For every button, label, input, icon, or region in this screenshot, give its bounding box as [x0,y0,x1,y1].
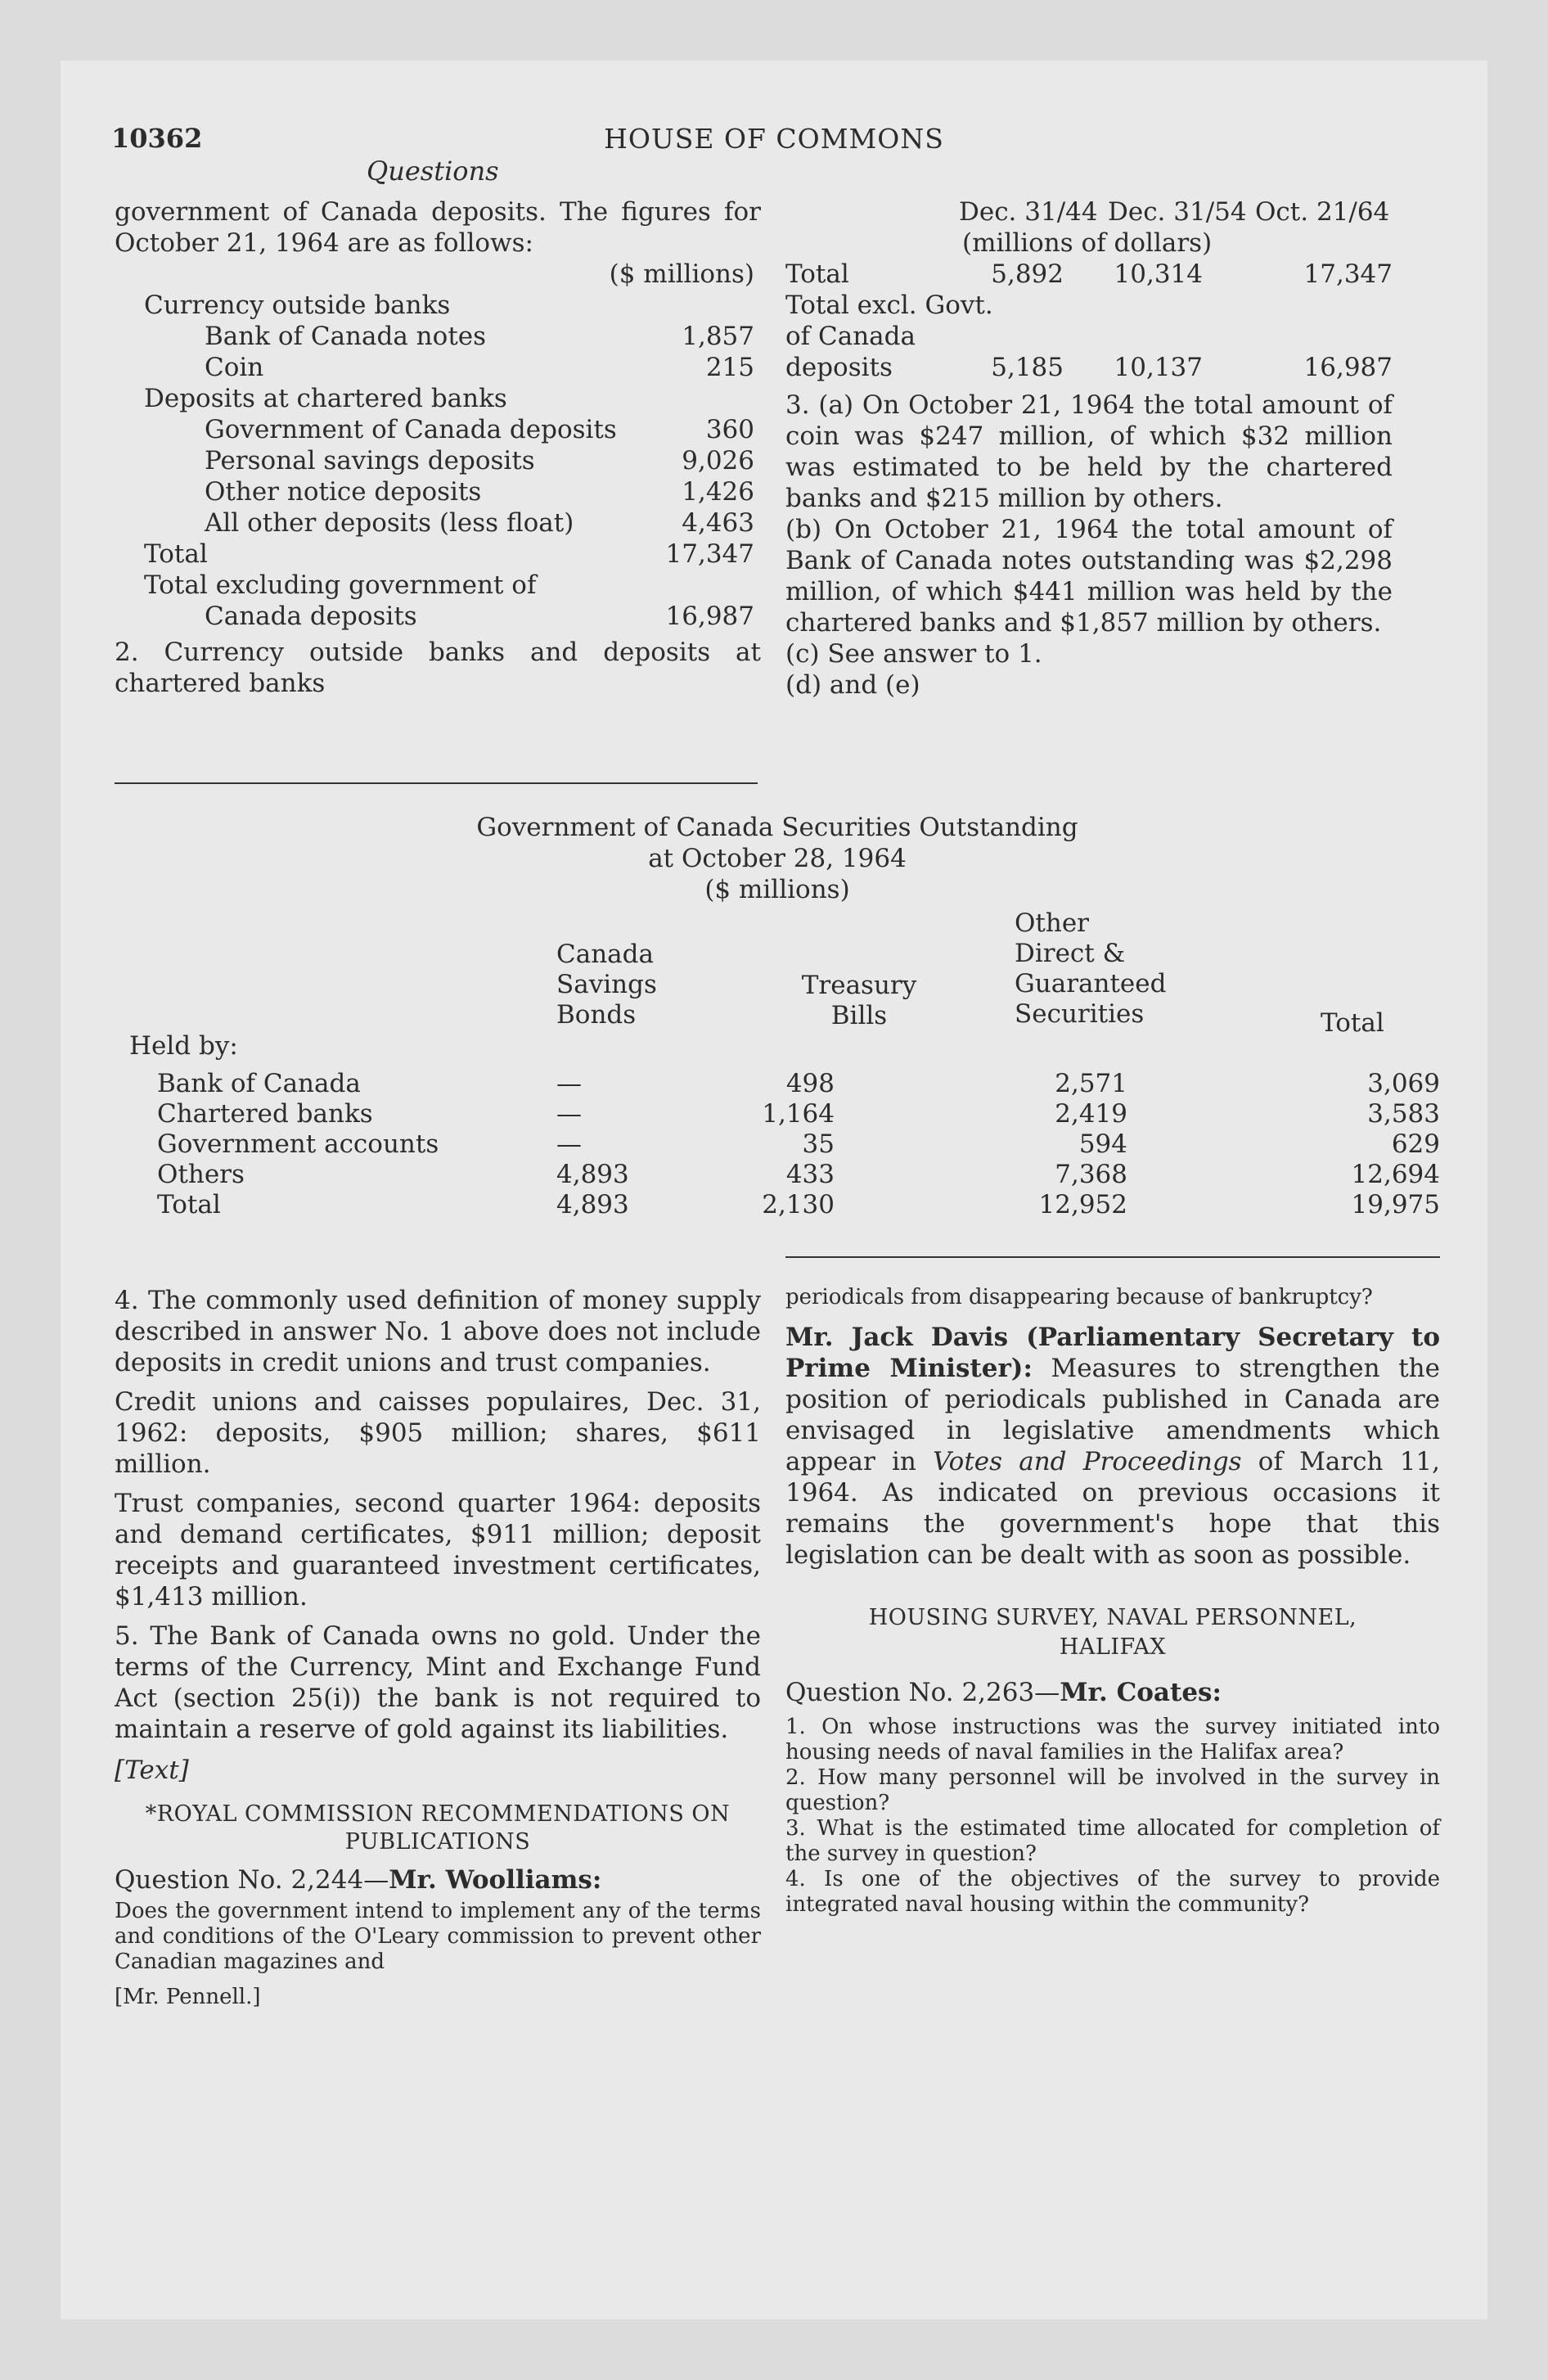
money-row-label: Canada deposits [205,602,417,631]
money-row-value: 4,463 [682,508,754,538]
question-2244: Question No. 2,244—Mr. Woolliams: [115,1865,602,1895]
answer-5: 5. The Bank of Canada owns no gold. Under the terms of the Currency, Mint and Exchange Fund Act (section 25(i)) the bank is not required to maintain a reserve of gold against its liabilities. [115,1621,761,1744]
securities-cell: 2,130 [762,1190,835,1219]
footer-speaker: [Mr. Pennell.] [115,1985,261,2009]
securities-row-label: Total [157,1190,221,1219]
securities-cell: — [556,1099,582,1129]
securities-cell: 629 [1391,1129,1440,1159]
securities-cell: 12,694 [1351,1160,1440,1189]
money-row-value: 17,347 [665,539,754,569]
housing-survey-heading: HOUSING SURVEY, NAVAL PERSONNEL, HALIFAX [868,1605,1357,1660]
money-row-value: 360 [705,415,754,444]
money-row-label: Personal savings deposits [205,446,535,476]
securities-title-line-3: ($ millions) [704,875,850,904]
col-head-1954: Dec. 31/54 [1108,197,1247,227]
item-2-paragraph: 2. Currency outside banks and deposits at chartered banks [115,638,761,698]
securities-title-line-2: at October 28, 1964 [648,844,907,873]
securities-row-label: Others [157,1160,245,1189]
money-row-label: Total [144,539,208,569]
unit-label-right: (millions of dollars) [962,228,1213,258]
securities-row-label: Government accounts [157,1129,439,1159]
total-1954: 10,314 [1114,259,1203,289]
question-2263-item-2: 2. How many personnel will be involved in the survey in question? [785,1765,1440,1815]
section-label: Questions [367,156,499,187]
money-row [115,414,761,445]
securities-title-line-1: Government of Canada Securities Outstanding [476,813,1078,842]
money-row-label: Other notice deposits [205,477,482,507]
speaker-davis: Mr. Jack Davis (Parliamentary Secretary to Prime Minister): [785,1323,1440,1383]
right-top-column [785,196,1440,701]
securities-table [115,908,1440,1236]
excl-label-3: deposits [785,353,893,382]
davis-answer: Mr. Jack Davis (Parliamentary Secretary to Prime Minister): Measures to strengthen the position of periodicals published in Canada are envisaged in legislative amendments which appear in Votes and Proceedings of March 11, 1964. As indicated on previous occasions it remains the government's hope that this legislation can be dealt with as soon as possible. [785,1323,1441,1570]
answer-4: 4. The commonly used definition of money supply described in answer No. 1 above does not include deposits in credit unions and trust companies. [115,1286,761,1377]
securities-cell: 433 [785,1160,835,1189]
excl-1954: 10,137 [1114,353,1203,382]
question-2244-text: Does the government intend to implement any of the terms and conditions of the O'Leary commission to prevent other Canadian magazines and [115,1899,761,1974]
held-by-label: Held by: [129,1031,238,1061]
securities-cell: 594 [1078,1129,1127,1159]
money-row [115,476,761,507]
money-row-value: 9,026 [682,446,754,476]
securities-cell: 7,368 [1055,1160,1127,1189]
securities-cell: — [556,1069,582,1098]
securities-cell: — [556,1129,582,1159]
question-2263-item-4: 4. Is one of the objectives of the survey to provide integrated naval housing within the community? [785,1867,1440,1917]
securities-cell: 1,164 [762,1099,835,1129]
securities-cell: 35 [802,1129,835,1159]
page-number: 10362 [111,123,203,154]
credit-unions-paragraph: Credit unions and caisses populaires, Dec. 31, 1962: deposits, $905 million; shares, $611 million. [115,1387,761,1479]
money-row [115,539,761,570]
securities-cell: 2,419 [1055,1099,1127,1129]
member-woolliams: Mr. Woolliams: [389,1865,602,1895]
money-row [115,601,761,632]
money-supply-table [115,290,761,632]
securities-cell: 3,583 [1367,1099,1440,1129]
money-row [115,290,761,321]
securities-row [115,1069,1440,1099]
question-2244-continued: periodicals from disappearing because of bankruptcy? [785,1285,1373,1309]
money-row-label: All other deposits (less float) [205,508,574,538]
money-row-value: 215 [705,353,754,382]
total-row [785,259,1440,290]
securities-row-label: Chartered banks [157,1099,373,1129]
securities-cell: 2,571 [1055,1069,1127,1098]
securities-cell: 12,952 [1038,1190,1127,1219]
right-rule [785,1256,1440,1258]
money-row [115,321,761,352]
intro-paragraph: government of Canada deposits. The figures for October 21, 1964 are as follows: [115,197,761,258]
excl-label-2: of Canada [785,322,916,351]
total-label: Total [785,259,849,289]
total-1964: 17,347 [1303,259,1393,289]
securities-row [115,1129,1440,1160]
header-treasury-bills: Treasury Bills [801,971,917,1030]
trust-companies-paragraph: Trust companies, second quarter 1964: deposits and demand certificates, $911 million; deposit receipts and guaranteed investment certificates, $1,413 million. [115,1489,761,1611]
money-row-label: Currency outside banks [144,291,451,320]
votes-and-proceedings: Votes and Proceedings [933,1447,1242,1476]
securities-row-label: Bank of Canada [157,1069,361,1098]
header-total: Total [1321,1008,1384,1038]
left-bottom-column [115,1285,761,2010]
money-row-value: 16,987 [665,602,754,631]
money-row-label: Government of Canada deposits [205,415,617,444]
right-bottom-column [785,1285,1440,1918]
securities-rows [115,1069,1440,1220]
answer-3d: (d) and (e) [785,670,920,700]
left-top-column [115,196,761,699]
money-row [115,570,761,601]
member-coates: Mr. Coates: [1060,1678,1222,1707]
header-other-securities: Other Direct & Guaranteed Securities [1015,908,1167,1029]
text-tag: [Text] [115,1756,189,1785]
question-2263-item-3: 3. What is the estimated time allocated for completion of the survey in question? [785,1816,1440,1866]
money-row [115,383,761,414]
money-row [115,352,761,383]
money-row [115,445,761,476]
money-row-value: 1,426 [682,477,754,507]
col-head-1944: Dec. 31/44 [959,197,1098,227]
total-1944: 5,892 [991,259,1064,289]
securities-cell: 498 [785,1069,835,1098]
money-row-value: 1,857 [682,322,754,351]
excl-1964: 16,987 [1303,353,1393,382]
money-row-label: Coin [205,353,264,382]
answer-3a: 3. (a) On October 21, 1964 the total amount of coin was $247 million, of which $32 million was estimated to be held by the chartered banks and $215 million by others. [785,390,1393,513]
page-header [111,123,1437,164]
header-savings-bonds: Canada Savings Bonds [556,940,657,1030]
securities-row [115,1099,1440,1129]
money-row-label: Bank of Canada notes [205,322,487,351]
excl-1944: 5,185 [991,353,1064,382]
running-head: HOUSE OF COMMONS [604,123,944,155]
securities-row [115,1190,1440,1220]
securities-row [115,1160,1440,1190]
answer-3b: (b) On October 21, 1964 the total amount of Bank of Canada notes outstanding was $2,298 million, of which $441 million was held by the chartered banks and $1,857 million by others. [785,515,1393,638]
money-row-label: Total excluding government of [144,570,537,600]
question-2263: Question No. 2,263—Mr. Coates: [785,1678,1222,1707]
money-row [115,507,761,539]
answer-3c: (c) See answer to 1. [785,639,1042,669]
left-rule [115,782,758,784]
royal-commission-heading: *ROYAL COMMISSION RECOMMENDATIONS ON PUBLICATIONS [145,1801,731,1855]
year-headers [785,196,1440,228]
excl-label-1: Total excl. Govt. [785,291,993,320]
securities-cell: 19,975 [1351,1190,1440,1219]
securities-cell: 4,893 [556,1190,629,1219]
question-2263-item-1: 1. On whose instructions was the survey initiated into housing needs of naval families in the Halifax area? [785,1715,1440,1765]
securities-title [115,812,1440,905]
excl-row [785,352,1440,383]
col-head-1964: Oct. 21/64 [1255,197,1390,227]
money-row-label: Deposits at chartered banks [144,384,507,413]
unit-label: ($ millions) [609,259,754,289]
securities-cell: 4,893 [556,1160,629,1189]
securities-cell: 3,069 [1367,1069,1440,1098]
